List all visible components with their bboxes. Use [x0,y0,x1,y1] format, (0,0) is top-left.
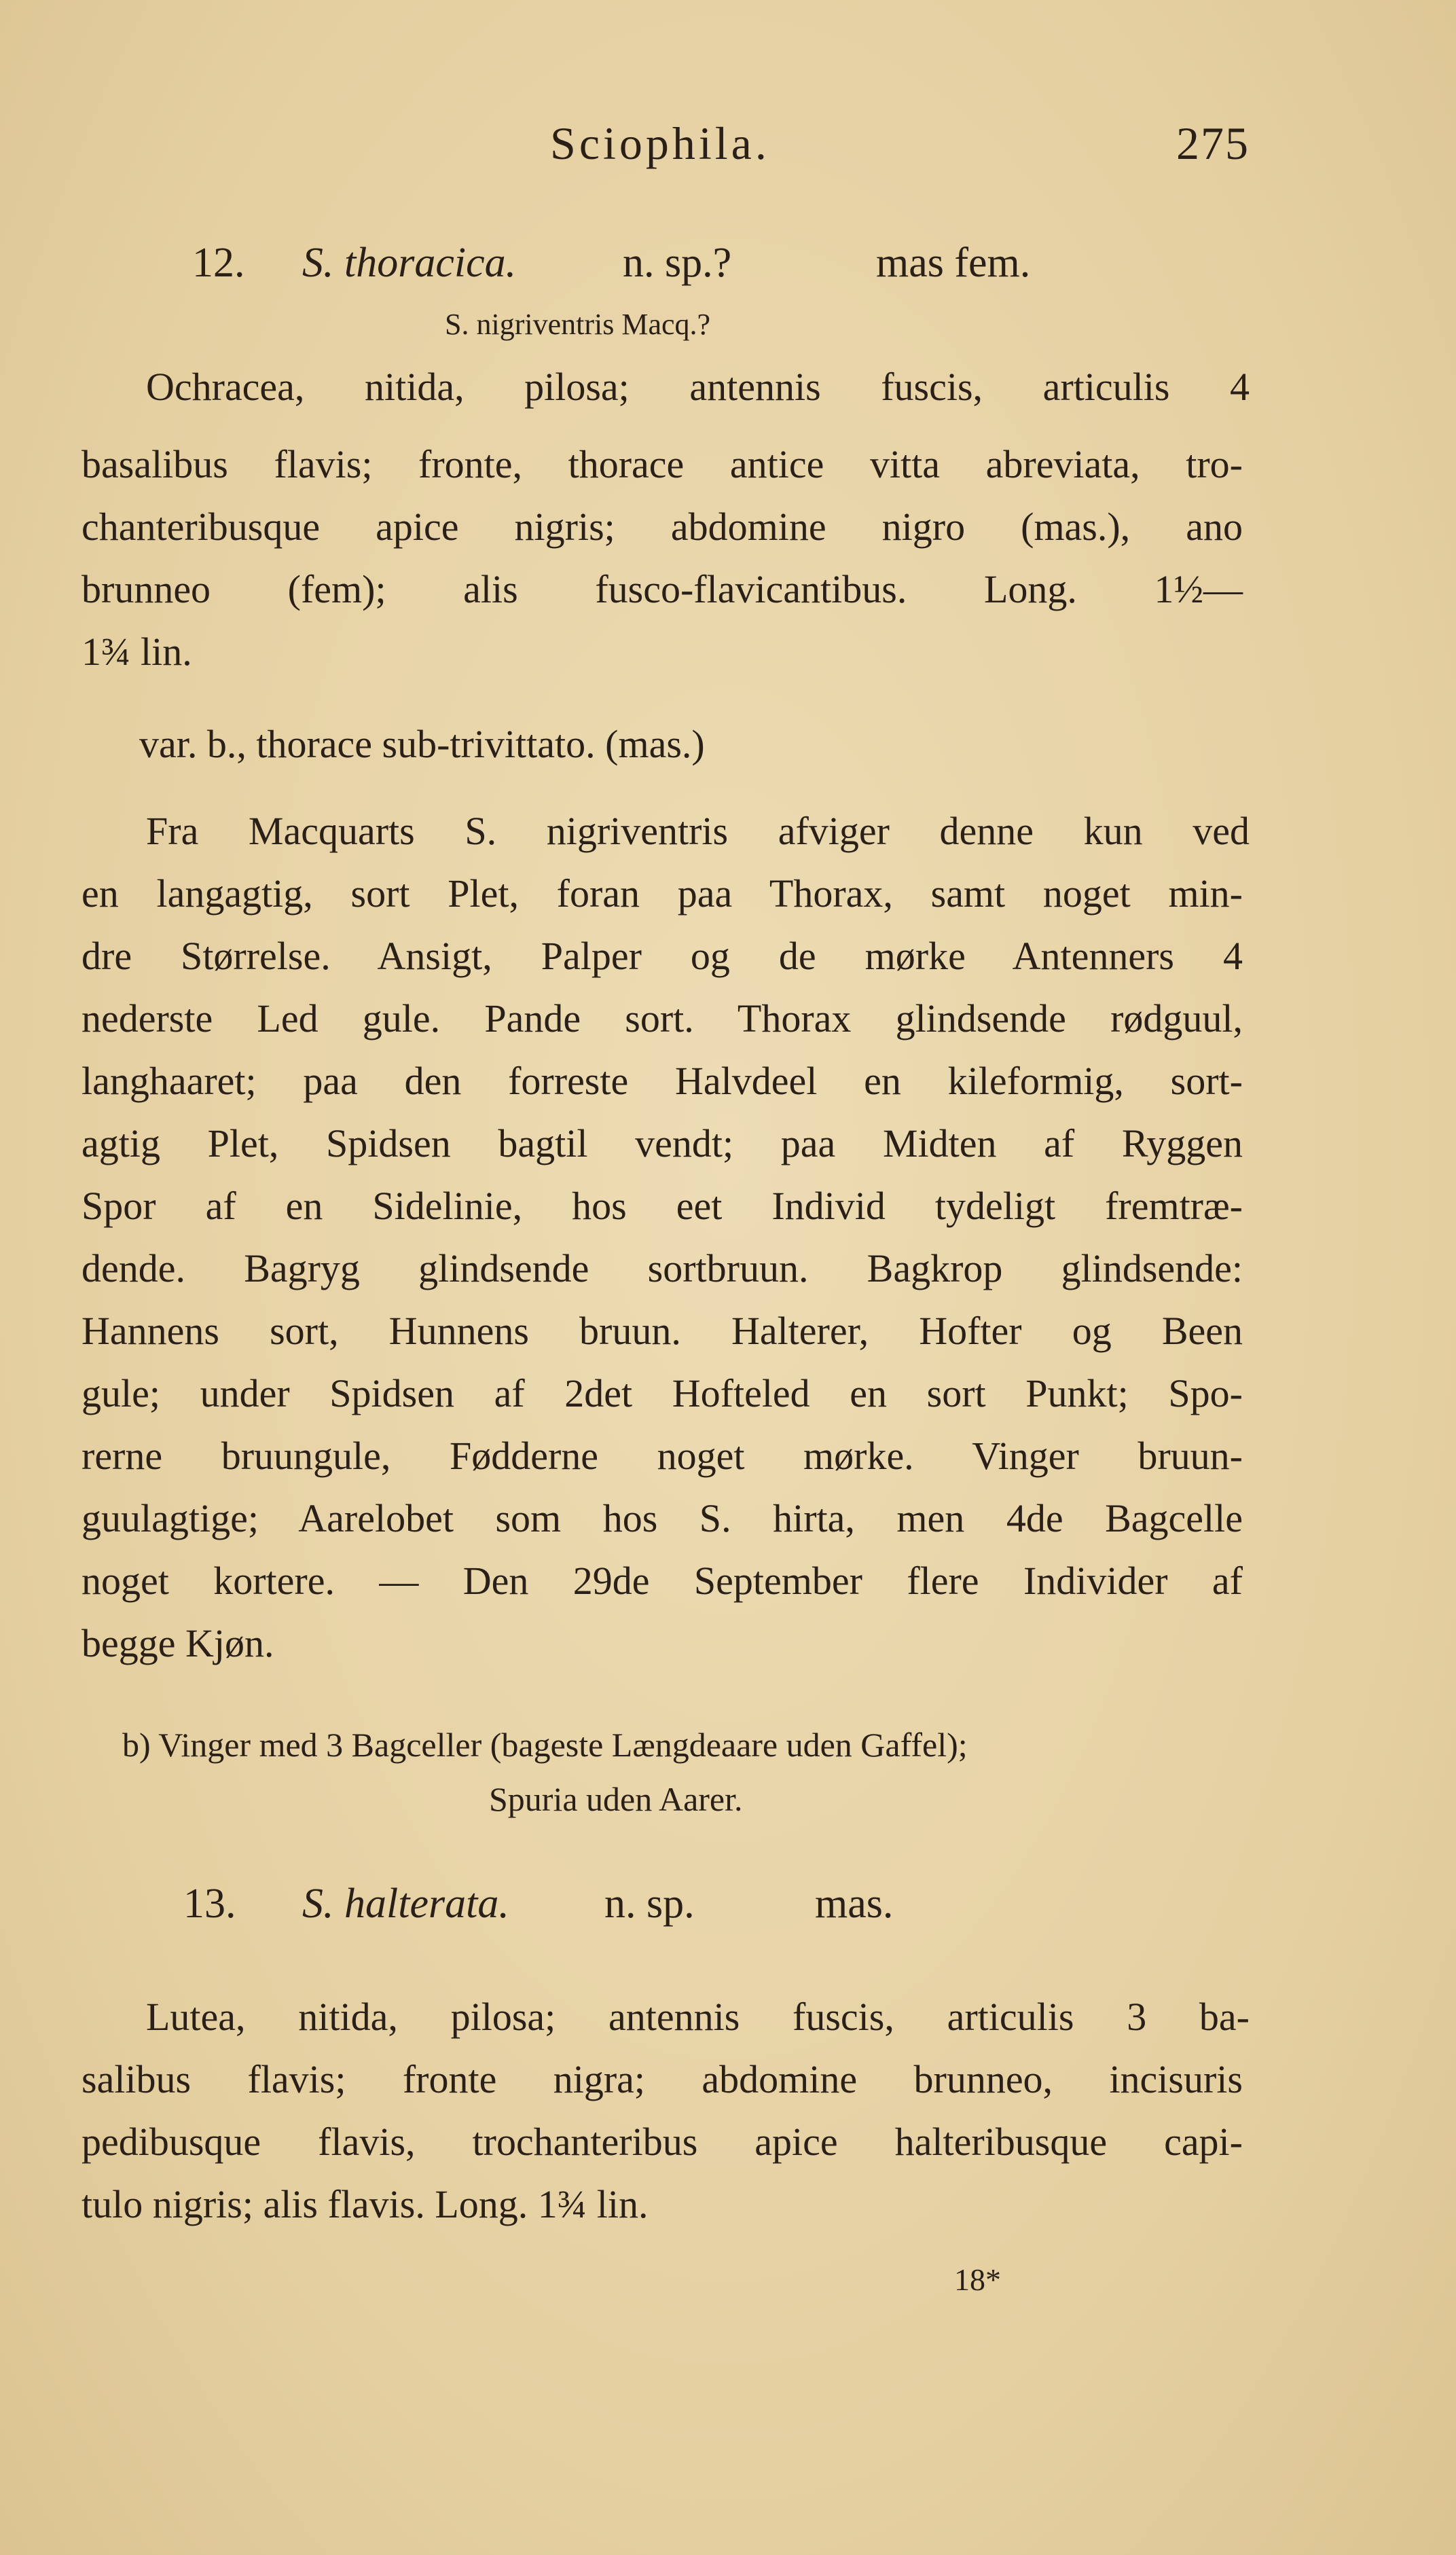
species-12-latin-line-5: 1¾ lin. [81,630,192,674]
species-12-text-line-1: Fra Macquarts S. nigriventris afviger denne kun ved [146,809,1250,853]
species-12-text-line-12: guulagtige; Aarelobet som hos S. hirta, men 4de Bagcelle [81,1496,1243,1540]
species-12-text-line-4: nederste Led gule. Pande sort. Thorax glindsende rødguul, [81,996,1243,1040]
page-number: 275 [1176,117,1250,169]
footnote-line-1: b) Vinger med 3 Bagceller (bageste Længdeaare uden Gaffel); [122,1726,968,1764]
footnote-line-2: Spuria uden Aarer. [489,1780,743,1818]
species-12-text-line-6: agtig Plet, Spidsen bagtil vendt; paa Midten af Ryggen [81,1121,1243,1165]
species-13-latin-line-2: salibus flavis; fronte nigra; abdomine brunneo, incisuris [81,2057,1243,2101]
species-12-text-line-13: noget kortere. — Den 29de September flere Individer af [81,1559,1243,1603]
species-12-name: S. thoracica. [302,240,517,286]
species-12-text-line-11: rerne bruungule, Fødderne noget mørke. Vinger bruun- [81,1434,1243,1478]
species-12-number: 12. [192,240,245,286]
species-12-text-line-3: dre Størrelse. Ansigt, Palper og de mørke Antenners 4 [81,934,1243,978]
species-13-latin-line-4: tulo nigris; alis flavis. Long. 1¾ lin. [81,2182,649,2226]
species-12-text-line-10: gule; under Spidsen af 2det Hofteled en sort Punkt; Spo- [81,1371,1243,1415]
species-12-latin-line-4: brunneo (fem); alis fusco-flavicantibus. Long. 1½— [81,567,1243,611]
species-13-latin-line-1: Lutea, nitida, pilosa; antennis fuscis, articulis 3 ba- [146,1995,1250,2039]
species-13-number: 13. [183,1881,236,1927]
species-12-sex: mas fem. [876,240,1031,286]
signature-mark: 18* [954,2262,1001,2297]
species-12-status: n. sp.? [623,240,732,286]
running-title: Sciophila. [550,117,770,169]
species-12-text-line-9: Hannens sort, Hunnens bruun. Halterer, Hofter og Been [81,1309,1243,1353]
species-12-latin-line-3: chanteribusque apice nigris; abdomine nigro (mas.), ano [81,505,1243,549]
species-12-text-line-2: en langagtig, sort Plet, foran paa Thorax, samt noget min- [81,871,1243,916]
species-12-text-line-8: dende. Bagryg glindsende sortbruun. Bagkrop glindsende: [81,1246,1243,1290]
species-12-text-line-5: langhaaret; paa den forreste Halvdeel en kileformig, sort- [81,1059,1243,1103]
species-12-latin-line-2: basalibus flavis; fronte, thorace antice vitta abreviata, tro- [81,442,1243,486]
species-13-status: n. sp. [604,1881,695,1927]
species-13-latin-line-3: pedibusque flavis, trochanteribus apice halteribusque capi- [81,2120,1243,2164]
species-12-variety: var. b., thorace sub-trivittato. (mas.) [139,722,705,766]
species-12-text-line-14: begge Kjøn. [81,1621,274,1665]
species-13-sex: mas. [815,1881,894,1927]
species-12-text-line-7: Spor af en Sidelinie, hos eet Individ tydeligt fremtræ- [81,1184,1243,1228]
species-12-synonym: S. nigriventris Macq.? [445,308,711,341]
species-12-latin-line-1: Ochracea, nitida, pilosa; antennis fuscis, articulis 4 [146,365,1250,409]
species-13-name: S. halterata. [302,1881,509,1927]
